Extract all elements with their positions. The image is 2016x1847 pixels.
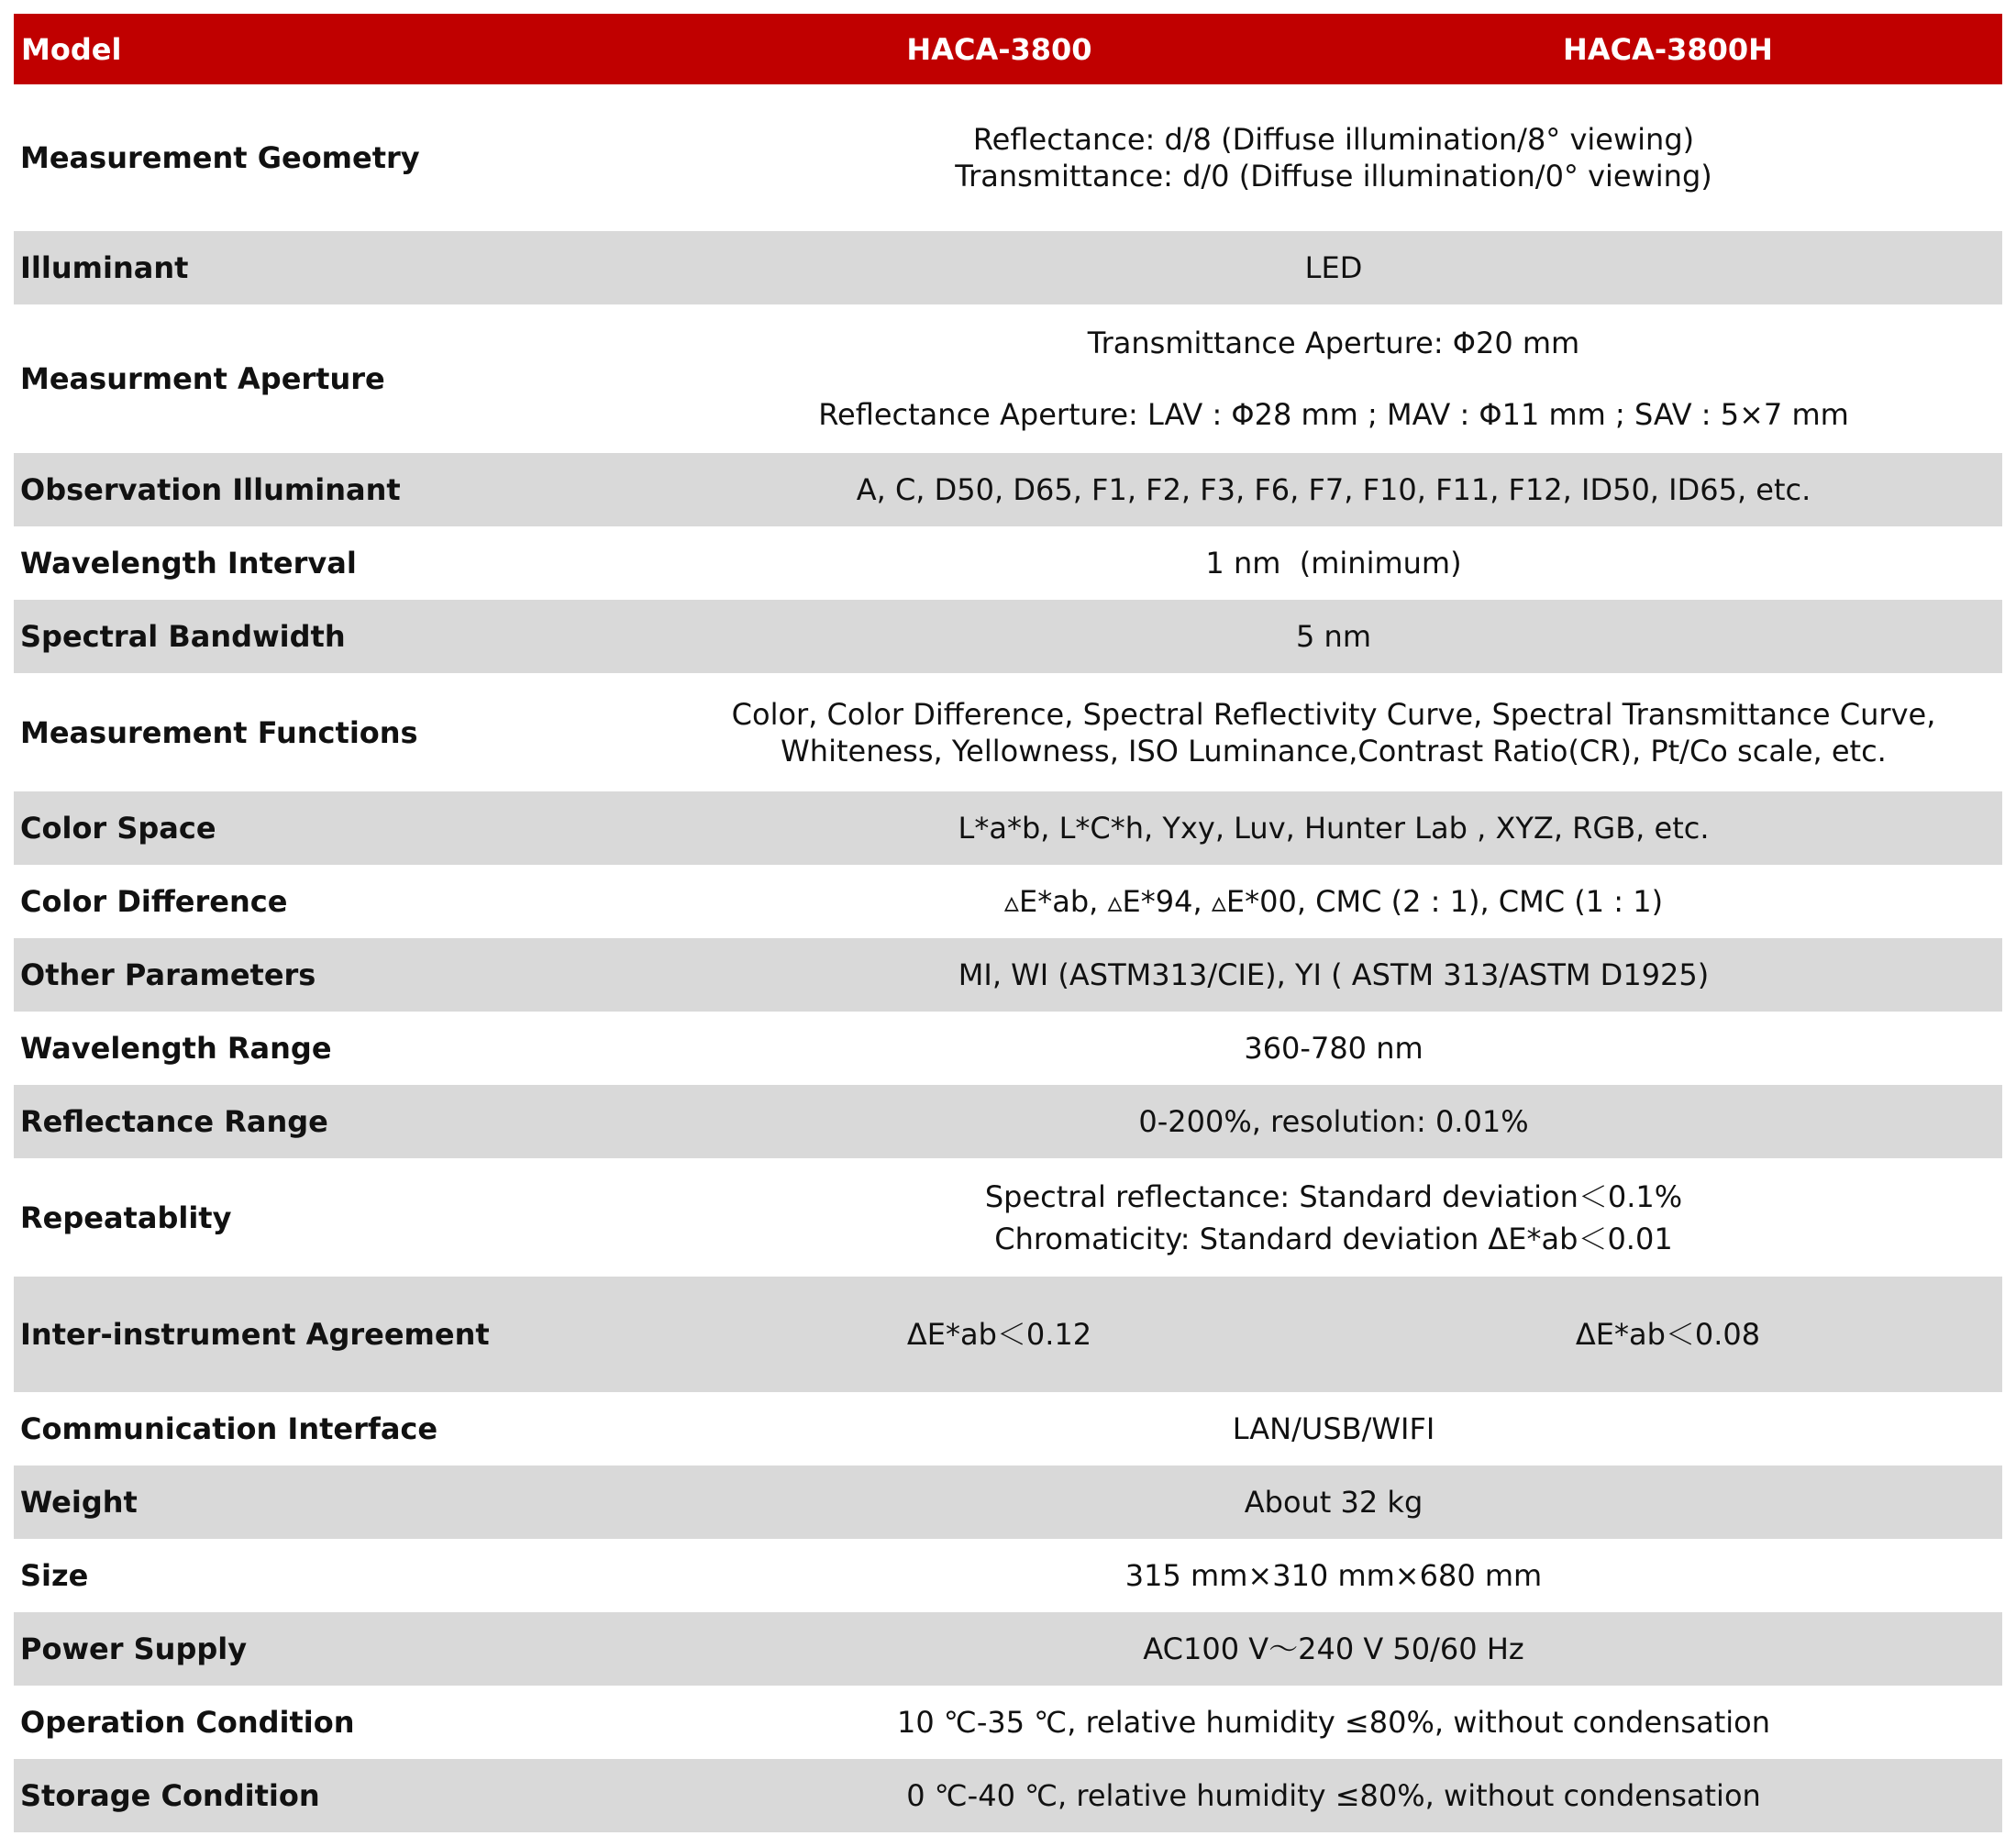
spec-label: Storage Condition — [20, 1778, 320, 1813]
spec-label: Observation Illuminant — [20, 472, 401, 507]
spec-row — [14, 84, 2002, 231]
spec-value — [665, 84, 2002, 231]
model-name: HACA-3800H — [1563, 31, 1773, 67]
spec-value: A, C, D50, D65, F1, F2, F3, F6, F7, F10, F11, F12, ID50, ID65, etc. — [856, 472, 1811, 507]
spec-value-line: Color, Color Difference, Spectral Reflectivity Curve, Spectral Transmittance Curve, — [731, 696, 1936, 732]
spec-label: Other Parameters — [20, 957, 316, 992]
spec-label: Measurement Functions — [20, 714, 418, 750]
spec-value-line: Spectral reflectance: Standard deviation＜0.1% — [984, 1178, 1683, 1214]
spec-value-line: Whiteness, Yellowness, ISO Luminance,Contrast Ratio(CR), Pt/Co scale, etc. — [781, 733, 1887, 769]
spec-row — [14, 938, 2002, 1012]
spec-value-line: Reflectance Aperture: LAV : Φ28 mm ; MAV : Φ11 mm ; SAV : 5×7 mm — [818, 397, 1849, 432]
spec-label: Measurment Aperture — [20, 361, 385, 396]
spec-row — [14, 791, 2002, 865]
spec-value: ▵E*ab, ▵E*94, ▵E*00, CMC (2 : 1), CMC (1 : 1) — [1003, 884, 1664, 919]
spec-value: 0 ℃-40 ℃, relative humidity ≤80%, without condensation — [906, 1778, 1761, 1813]
model-name: HACA-3800 — [906, 31, 1092, 67]
spec-row — [14, 600, 2002, 673]
spec-row — [14, 1277, 2002, 1392]
spec-value: 10 ℃-35 ℃, relative humidity ≤80%, without condensation — [897, 1705, 1770, 1740]
spec-row — [14, 1392, 2002, 1465]
spec-value: 315 mm×310 mm×680 mm — [1124, 1558, 1543, 1593]
spec-value: MI, WI (ASTM313/CIE), YI ( ASTM 313/ASTM D1925) — [958, 957, 1710, 992]
spec-row — [14, 1612, 2002, 1686]
spec-row — [14, 1686, 2002, 1759]
spec-row — [14, 304, 2002, 453]
spec-label: Operation Condition — [20, 1705, 355, 1740]
spec-value: LAN/USB/WIFI — [1232, 1411, 1435, 1446]
spec-row — [14, 1759, 2002, 1832]
spec-row — [14, 865, 2002, 938]
spec-value-model-b: ΔE*ab＜0.08 — [1575, 1317, 1761, 1352]
spec-label: Measurement Geometry — [20, 140, 420, 175]
spec-label: Spectral Bandwidth — [20, 619, 346, 654]
spec-value: 0-200%, resolution: 0.01% — [1138, 1104, 1529, 1139]
spec-row — [14, 1539, 2002, 1612]
spec-value-line: Transmittance: d/0 (Diffuse illumination/0° viewing) — [955, 159, 1712, 194]
spec-label: Inter-instrument Agreement — [20, 1317, 490, 1352]
spec-row — [14, 673, 2002, 791]
spec-label: Color Space — [20, 811, 216, 846]
spec-label: Repeatablity — [20, 1200, 232, 1235]
spec-label: Weight — [20, 1485, 138, 1520]
spec-label: Wavelength Interval — [20, 546, 357, 581]
header-row — [14, 14, 2002, 84]
spec-label: Illuminant — [20, 250, 189, 285]
spec-row — [14, 1085, 2002, 1158]
spec-value — [665, 673, 2002, 791]
spec-value: LED — [1304, 250, 1363, 285]
spec-value-line: Chromaticity: Standard deviation ΔE*ab＜0.01 — [994, 1221, 1673, 1256]
spec-label: Size — [20, 1558, 89, 1593]
spec-label: Color Difference — [20, 884, 288, 919]
spec-row — [14, 231, 2002, 304]
spec-label: Reflectance Range — [20, 1104, 328, 1139]
spec-label: Communication Interface — [20, 1411, 438, 1446]
spec-value: 1 nm (minimum) — [1205, 546, 1462, 581]
spec-value — [665, 304, 2002, 453]
spec-value: About 32 kg — [1244, 1485, 1423, 1520]
spec-row — [14, 1012, 2002, 1085]
spec-row — [14, 1465, 2002, 1539]
spec-value — [665, 1158, 2002, 1277]
header-label: Model — [21, 31, 122, 67]
spec-row — [14, 453, 2002, 526]
spec-value-line: Transmittance Aperture: Φ20 mm — [1087, 326, 1580, 360]
spec-row — [14, 1158, 2002, 1277]
spec-value-line: Reflectance: d/8 (Diffuse illumination/8° viewing) — [972, 122, 1695, 157]
spec-value-model-a: ΔE*ab＜0.12 — [906, 1317, 1092, 1352]
spec-table — [14, 14, 2002, 1832]
spec-row — [14, 526, 2002, 600]
spec-label: Wavelength Range — [20, 1031, 332, 1066]
spec-label: Power Supply — [20, 1631, 248, 1666]
spec-value: 360-780 nm — [1244, 1031, 1423, 1066]
spec-value: AC100 V～240 V 50/60 Hz — [1143, 1631, 1524, 1666]
spec-value: L*a*b, L*C*h, Yxy, Luv, Hunter Lab , XYZ, RGB, etc. — [958, 811, 1710, 846]
spec-value: 5 nm — [1296, 619, 1371, 654]
